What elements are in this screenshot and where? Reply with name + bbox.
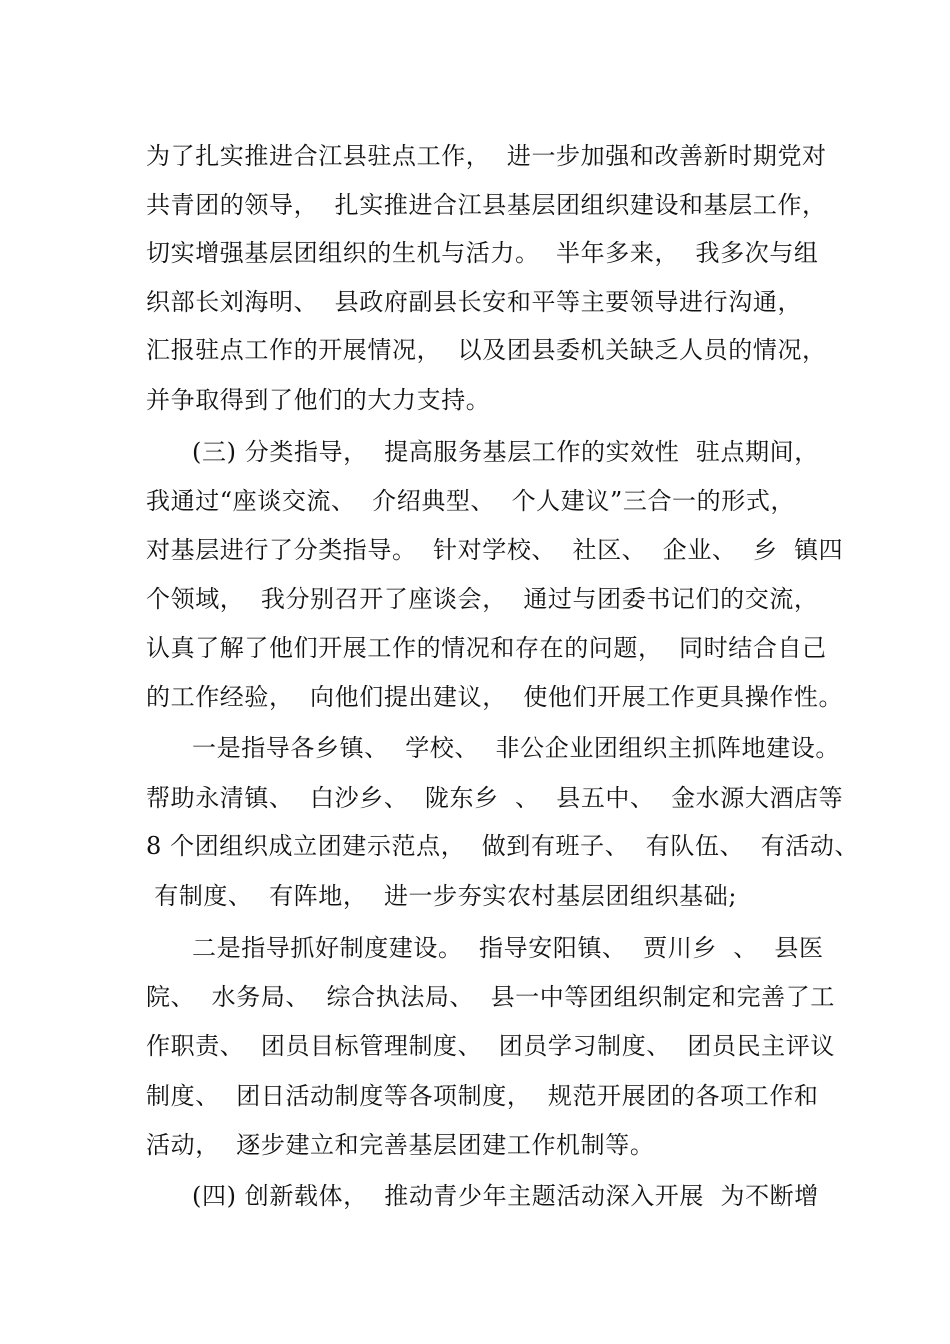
text-line-6: 并争取得到了他们的大力支持。 bbox=[146, 386, 491, 414]
text-line-5: 汇报驻点工作的开展情况， 以及团县委机关缺乏人员的情况， bbox=[146, 336, 827, 364]
text-line-16: 有制度、 有阵地， 进一步夯实农村基层团组织基础; bbox=[146, 882, 738, 910]
text-line-9: 对基层进行了分类指导。 针对学校、 社区、 企业、 乡 镇四 bbox=[146, 536, 844, 564]
text-line-14: 帮助永清镇、 白沙乡、 陇东乡 、 县五中、 金水源大酒店等 bbox=[146, 784, 844, 812]
text-line-1: 为了扎实推进合江县驻点工作， 进一步加强和改善新时期党对 bbox=[146, 142, 827, 170]
text-line-8: 我通过“座谈交流、 介绍典型、 个人建议”三合一的形式， bbox=[146, 487, 796, 515]
text-line-17: 二是指导抓好制度建设。 指导安阳镇、 贾川乡 、 县医 bbox=[192, 934, 824, 962]
text-line-22: (四) 创新载体， 推动青少年主题活动深入开展 为不断增 bbox=[192, 1182, 819, 1210]
text-line-2: 共青团的领导， 扎实推进合江县基层团组织建设和基层工作， bbox=[146, 191, 827, 219]
text-line-19: 作职责、 团员目标管理制度、 团员学习制度、 团员民主评议 bbox=[146, 1032, 835, 1060]
text-line-7: (三) 分类指导， 提高服务基层工作的实效性 驻点期间， bbox=[192, 438, 819, 466]
text-line-12: 的工作经验， 向他们提出建议， 使他们开展工作更具操作性。 bbox=[146, 683, 844, 711]
text-line-21: 活动， 逐步建立和完善基层团建工作机制等。 bbox=[146, 1131, 655, 1159]
text-line-20: 制度、 团日活动制度等各项制度， 规范开展团的各项工作和 bbox=[146, 1082, 819, 1110]
text-line-18: 院、 水务局、 综合执法局、 县一中等团组织制定和完善了工 bbox=[146, 983, 835, 1011]
text-line-13: 一是指导各乡镇、 学校、 非公企业团组织主抓阵地建设。 bbox=[192, 734, 840, 762]
text-line-4: 织部长刘海明、 县政府副县长安和平等主要领导进行沟通， bbox=[146, 288, 803, 316]
text-line-3: 切实增强基层团组织的生机与活力。 半年多来， 我多次与组 bbox=[146, 239, 819, 267]
text-line-11: 认真了解了他们开展工作的情况和存在的问题， 同时结合自己 bbox=[146, 634, 827, 662]
text-line-10: 个领域， 我分别召开了座谈会， 通过与团委书记们的交流， bbox=[146, 585, 819, 613]
text-line-15: 8 个团组织成立团建示范点， 做到有班子、 有队伍、 有活动、 bbox=[146, 832, 860, 860]
